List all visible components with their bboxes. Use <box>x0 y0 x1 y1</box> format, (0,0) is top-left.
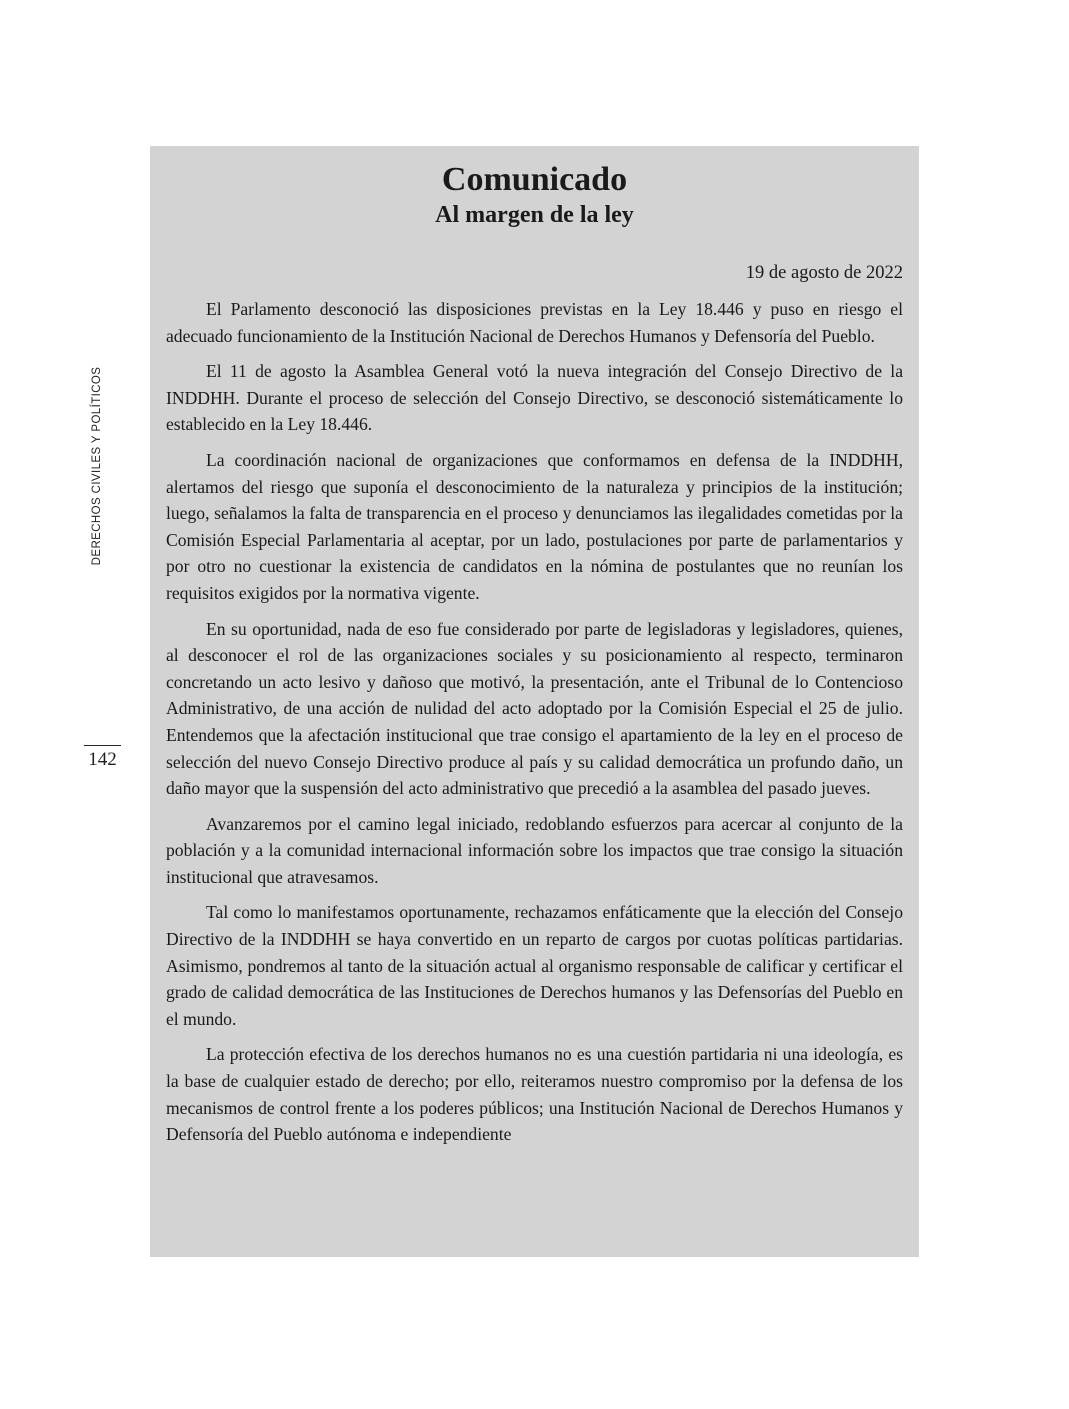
communique-subtitle: Al margen de la ley <box>435 202 634 228</box>
paragraph: Tal como lo manifestamos oportunamente, rechazamos enfáticamente que la elección del Consejo Directivo de la INDDHH se haya convertido en un reparto de cargos por cuotas políticas partidarias. Asimismo, pondremos al tanto de la situación actual al organismo responsable de calificar y certificar el grado de calidad democrática de las Instituciones de Derechos humanos y las Defensorías del Pueblo en el mundo. <box>166 902 903 1029</box>
paragraph: La coordinación nacional de organizaciones que conformamos en defensa de la INDDHH, alertamos del riesgo que suponía el desconocimiento de la naturaleza y principios de la institución; luego, señalamos la falta de transparencia en el proceso y denunciamos las ilegalidades cometidas por la Comisión Especial Parlamentaria al aceptar, por un lado, postulaciones por parte de parlamentarios y por otro no cuestionar la existencia de candidatos en la nómina de postulantes que no reunían los requisitos exigidos por la normativa vigente. <box>166 449 903 603</box>
communique-title: Comunicado <box>441 161 628 198</box>
paragraph: El 11 de agosto la Asamblea General votó la nueva integración del Consejo Directivo de la INDDHH. Durante el proceso de selección del Consejo Directivo, se desconoció sistemáticamente lo establecido en la Ley 18.446. <box>166 361 903 435</box>
running-head-text: DERECHOS CIVILES Y POLÍTICOS <box>91 366 103 566</box>
paragraph: La protección efectiva de los derechos humanos no es una cuestión partidaria ni una ideología, es la base de cualquier estado de derecho; por ello, reiteramos nuestro compromiso por la defensa de los mecanismos de control frente a los poderes públicos; una Institución Nacional de Derechos Humanos y Defensoría del Pueblo autónoma e independiente <box>166 1044 903 1145</box>
paragraph: En su oportunidad, nada de eso fue considerado por parte de legisladoras y legisladores, quienes, al desconocer el rol de las organizaciones sociales y su posicionamiento al respecto, terminaron concretando un acto lesivo y dañoso que motivó, la presentación, ante el Tribunal de lo Contencioso Administrativo, de una acción de nulidad del acto adoptado por la Comisión Especial el 25 de julio. Entendemos que la afectación institucional que trae consigo el apartamiento de la ley en el proceso de selección del nuevo Consejo Directivo produce al país y su calidad democrática un profundo daño, un daño mayor que la suspensión del acto administrativo que precedió a la asamblea del pasado jueves. <box>166 618 903 799</box>
communique-box <box>150 146 919 1257</box>
page-number: 142 <box>84 745 121 771</box>
paragraph: Avanzaremos por el camino legal iniciado, redoblando esfuerzos para acercar al conjunto de la población y a la comunidad internacional información sobre los impactos que trae consigo la situación institucional que atravesamos. <box>166 813 903 887</box>
communique-date: 19 de agosto de 2022 <box>745 263 903 283</box>
paragraph: El Parlamento desconoció las disposiciones previstas en la Ley 18.446 y puso en riesgo el adecuado funcionamiento de la Institución Nacional de Derechos Humanos y Defensoría del Pueblo. <box>166 299 903 346</box>
